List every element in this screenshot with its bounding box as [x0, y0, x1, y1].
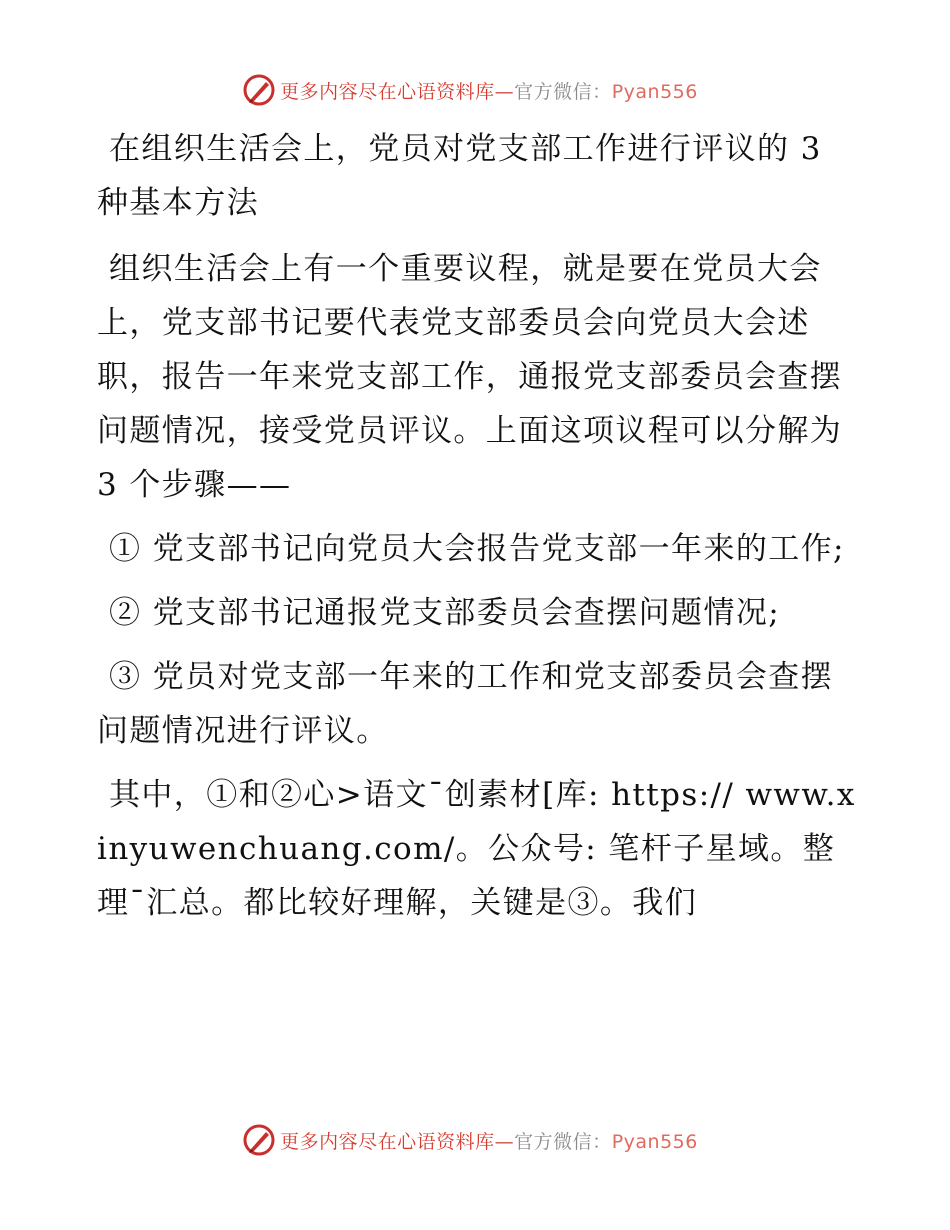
document-title: 在组织生活会上，党员对党支部工作进行评议的 3 种基本方法	[97, 131, 822, 221]
header-watermark-banner	[0, 70, 950, 110]
list-item-step-3: ③ 党员对党支部一年来的工作和党支部委员会查摆问题情况进行评议。	[97, 659, 834, 749]
list-item-step-2: ② 党支部书记通报党支部委员会查摆问题情况;	[109, 595, 781, 631]
banner-text: 更多内容尽在心语资料库—官方微信：Pyan556	[280, 80, 698, 103]
document-body	[97, 122, 857, 940]
paragraph-intro: 组织生活会上有一个重要议程，就是要在党员大会上，党支部书记要代表党支部委员会向党员大会述职，报告一年来党支部工作，通报党支部委员会查摆问题情况，接受党员评议。上面这项议程可以分解为 3 个步骤——	[97, 251, 843, 503]
pen-logo-icon	[242, 1123, 276, 1157]
pen-logo-icon	[242, 73, 276, 107]
list-item-step-1: ① 党支部书记向党员大会报告党支部一年来的工作;	[109, 531, 845, 567]
footer-watermark-banner	[0, 1120, 950, 1160]
banner-text: 更多内容尽在心语资料库—官方微信：Pyan556	[280, 1130, 698, 1153]
paragraph-continuation: 其中，①和②心>语文¯创素材[库: https:// www.xinyuwenchuang.com/。公众号: 笔杆子星域。整理¯汇总。都比较好理解，关键是③。我们	[97, 777, 856, 921]
